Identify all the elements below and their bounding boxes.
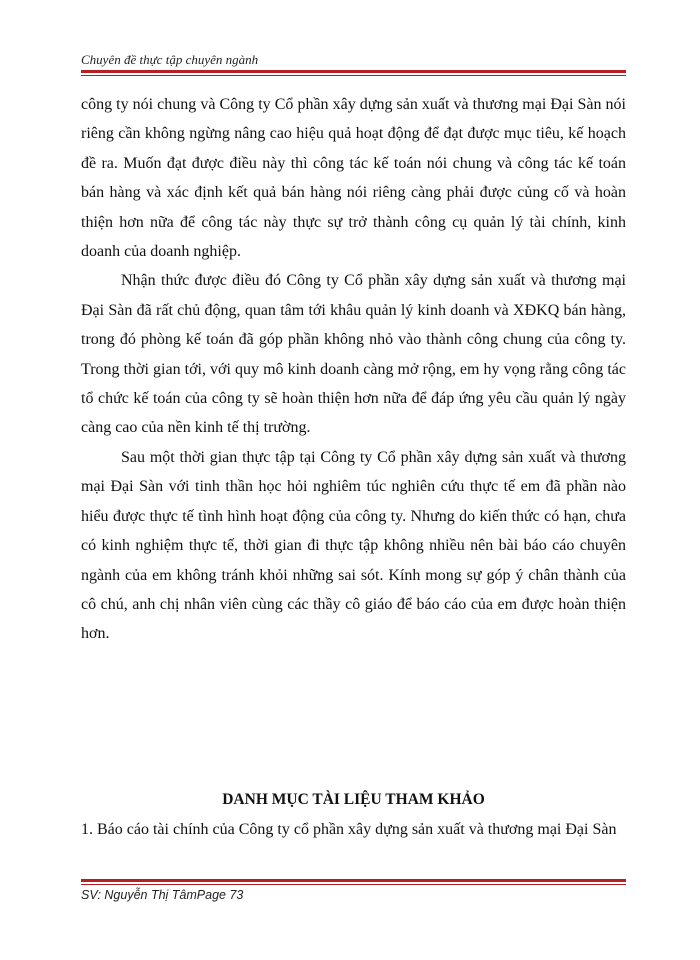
page-footer: SV: Nguyễn Thị TâmPage 73 <box>81 888 244 902</box>
paragraph: Nhận thức được điều đó Công ty Cổ phần xây dựng sản xuất và thương mại Đại Sàn đã rất chủ động, quan tâm tới khâu quản lý kinh doanh và XĐKQ bán hàng, trong đó phòng kế toán đã góp phần không nhỏ vào thành công chung của công ty. Trong thời gian tới, với quy mô kinh doanh càng mở rộng, em hy vọng rằng công tác tổ chức kế toán của công ty sẽ hoàn thiện hơn nữa để đáp ứng yêu cầu quản lý ngày càng cao của nền kinh tế thị trường. <box>81 272 626 437</box>
footer-divider-thin <box>81 884 626 885</box>
header-divider <box>81 70 626 73</box>
paragraph: Sau một thời gian thực tập tại Công ty Cổ phần xây dựng sản xuất và thương mại Đại Sàn với tinh thần học hỏi nghiêm túc nghiên cứu thực tế em đã phần nào hiểu được thực tế tình hình hoạt động của công ty. Nhưng do kiến thức có hạn, chưa có kinh nghiệm thực tế, thời gian đi thực tập không nhiều nên bài báo cáo chuyên ngành của em không tránh khỏi những sai sót. Kính mong sự góp ý chân thành của cô chú, anh chị nhân viên cùng các thầy cô giáo để báo cáo của em được hoàn thiện hơn. <box>81 448 626 643</box>
references-heading: DANH MỤC TÀI LIỆU THAM KHẢO <box>222 791 485 808</box>
paragraph: công ty nói chung và Công ty Cổ phần xây dựng sản xuất và thương mại Đại Sàn nói riêng cần không ngừng nâng cao hiệu quả hoạt động để đạt được mục tiêu, kế hoạch đề ra. Muốn đạt được điều này thì công tác kế toán nói chung và công tác kế toán bán hàng và xác định kết quả bán hàng nói riêng càng phải được củng cố và hoàn thiện hơn nữa để công tác này thực sự trở thành công cụ quản lý tài chính, kinh doanh của doanh nghiệp. <box>81 96 626 261</box>
footer-divider <box>81 879 626 882</box>
page-header: Chuyên đề thực tập chuyên ngành <box>81 52 259 67</box>
header-divider-thin <box>81 75 626 76</box>
reference-item: 1. Báo cáo tài chính của Công ty cổ phần xây dựng sản xuất và thương mại Đại Sàn <box>81 821 617 838</box>
document-body <box>81 90 626 649</box>
